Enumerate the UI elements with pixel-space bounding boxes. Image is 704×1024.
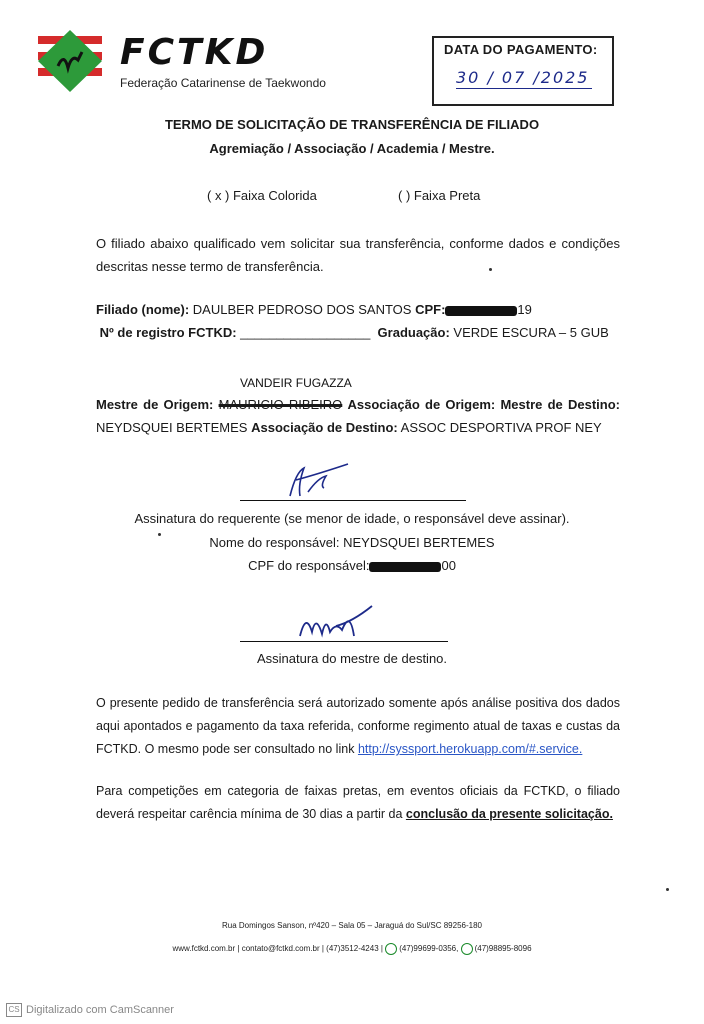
camscanner-watermark (6, 1003, 174, 1017)
filiado-label: Filiado (nome): (96, 302, 190, 317)
filiado-name: DAULBER PEDROSO DOS SANTOS (192, 302, 412, 317)
camscanner-icon: CS (6, 1003, 22, 1017)
notice2-text: Para competições em categoria de faixas pretas, em eventos oficiais da FCTKD, o filiado deverá respeitar carência mínima de 30 dias a partir da (96, 784, 620, 821)
whatsapp-icon (385, 943, 397, 955)
whatsapp-icon (461, 943, 473, 955)
notice1-text: O presente pedido de transferência será autorizado somente após análise positiva dos dados aqui apontados e pagamento da taxa referida, conforme regimento atual de taxas e custas da FCTKD. O mesmo pode ser consultado no link (96, 696, 620, 756)
registro-label: Nº de registro FCTKD: (99, 325, 237, 340)
notice-paragraph-2 (96, 780, 620, 826)
responsavel-cpf-redaction (369, 562, 441, 572)
payment-date-underline (456, 88, 592, 89)
payment-date-label: DATA DO PAGAMENTO: (444, 42, 598, 57)
document-subtitle: Agremiação / Associação / Academia / Mestre. (209, 141, 495, 156)
footer-contacts: www.fctkd.com.br | contato@fctkd.com.br | (47)3512-4243 | (47)99699-0356, (47)98895-8096 (172, 944, 532, 954)
responsavel-cpf-label: CPF do responsável: (248, 558, 370, 573)
option-faixa-colorida: ( x ) Faixa Colorida (207, 188, 317, 203)
responsavel-cpf-suffix: 00 (441, 558, 456, 573)
speck (489, 268, 492, 271)
notice-paragraph-1 (96, 692, 620, 761)
responsavel-label: Nome do responsável: (209, 535, 340, 550)
mestre-origem-struck: MAURICIO RIBEIRO (218, 397, 343, 412)
mestre-destino-label: Mestre de Destino: (500, 397, 620, 412)
footer-phone1: (47)3512-4243 (326, 944, 379, 954)
cpf-redaction (445, 306, 517, 316)
footer-address: Rua Domingos Sanson, nº420 – Sala 05 – Jaraguá do Sul/SC 89256-180 (222, 921, 482, 930)
footer-email: contato@fctkd.com.br (241, 944, 320, 954)
payment-date-value: 30 / 07 /2025 (456, 68, 590, 87)
registro-blank: __________________ (240, 325, 371, 340)
assoc-origem-label: Associação de Origem: (347, 397, 496, 412)
camscanner-text: Digitalizado com CamScanner (26, 1003, 174, 1016)
responsavel-cpf-line (0, 558, 704, 573)
responsavel-name: NEYDSQUEI BERTEMES (343, 535, 495, 550)
intro-paragraph: O filiado abaixo qualificado vem solicitar sua transferência, conforme dados e condições descritas nesse termo de transferência. (96, 236, 620, 274)
notice1-link[interactable]: http://syssport.herokuapp.com/#.service. (357, 742, 583, 756)
mestre-destino-value: NEYDSQUEI BERTEMES (96, 420, 248, 435)
footer-site: www.fctkd.com.br (172, 944, 236, 954)
responsavel-name-line (0, 535, 704, 550)
document-title: TERMO DE SOLICITAÇÃO DE TRANSFERÊNCIA DE FILIADO (164, 117, 540, 132)
mestre-block (96, 393, 620, 439)
requerente-signature-line (240, 500, 466, 501)
cpf-suffix: 19 (517, 302, 532, 317)
graduacao-value: VERDE ESCURA – 5 GUB (453, 325, 609, 340)
footer-phone3: (47)98895-8096 (474, 944, 532, 954)
cpf-label: CPF: (415, 302, 446, 317)
fctkd-logo (38, 30, 102, 92)
assoc-destino-label: Associação de Destino: (251, 420, 398, 435)
mestre-signature-line (240, 641, 448, 642)
requerente-signature-caption: Assinatura do requerente (se menor de idade, o responsável deve assinar). (134, 511, 570, 526)
filiado-block (96, 298, 620, 344)
brand-name: FCTKD (120, 32, 269, 73)
mestre-origem-label: Mestre de Origem: (96, 397, 214, 412)
handwritten-mestre-origem: VANDEIR FUGAZZA (240, 376, 352, 390)
option-faixa-preta: ( ) Faixa Preta (398, 188, 481, 203)
speck (666, 888, 669, 891)
brand-subtitle: Federação Catarinense de Taekwondo (120, 76, 326, 90)
graduacao-label: Graduação: (377, 325, 450, 340)
speck (158, 533, 161, 536)
mestre-signature-caption: Assinatura do mestre de destino. (256, 651, 448, 666)
assoc-destino-value: ASSOC DESPORTIVA PROF NEY (400, 420, 602, 435)
footer-phone2: (47)99699-0356 (399, 944, 457, 954)
notice2-emphasis: conclusão da presente solicitação. (405, 807, 613, 821)
